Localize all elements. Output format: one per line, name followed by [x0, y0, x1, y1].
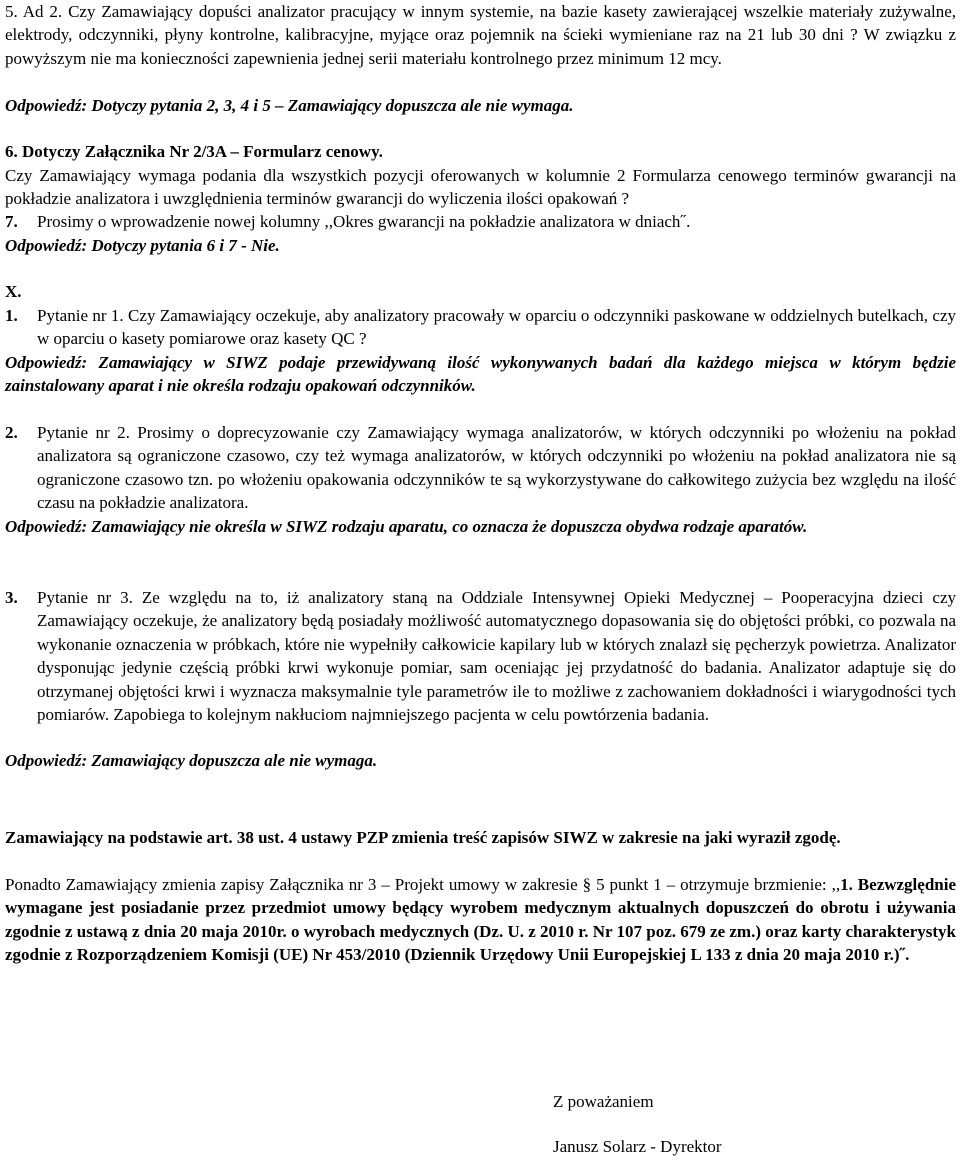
- section-6-heading: 6. Dotyczy Załącznika Nr 2/3A – Formularz cenowy.: [5, 142, 383, 161]
- item-2-number: 2.: [5, 423, 18, 442]
- amendment-change-intro: Ponadto Zamawiający zmienia zapisy Załącznika nr 3 – Projekt umowy w zakresie § 5 punkt 1 – otrzymuje brzmienie: ,,: [5, 875, 841, 894]
- amendment-change-text: 1. Bezwzględnie wymagane jest posiadanie przez przedmiot umowy będący wyrobem medycznym aktualnych dopuszczeń do obrotu i używania zgodnie z ustawą z dnia 20 maja 2010r. o wyrobach medycznych (Dz. U. z 2010 r. Nr 107 poz. 679 ze zm.) oraz karty charakterystyk zgodnie z Rozporządzeniem Komisji (UE) Nr 453/2010 (Dziennik Urzędowy Unii Europejskiej L 133 z dnia 20 maja 2010 r.)˝.: [5, 875, 957, 965]
- section-5-answer: Odpowiedź: Dotyczy pytania 2, 3, 4 i 5 – Zamawiający dopuszcza ale nie wymaga.: [5, 96, 574, 115]
- item-1-number: 1.: [5, 306, 18, 325]
- amendment-statement: Zamawiający na podstawie art. 38 ust. 4 ustawy PZP zmienia treść zapisów SIWZ w zakresie na jaki wyraził zgodę.: [5, 828, 841, 847]
- question-7-number: 7.: [5, 212, 18, 231]
- signatory-name: Janusz Solarz - Dyrektor: [553, 1137, 722, 1156]
- section-6-answer: Odpowiedź: Dotyczy pytania 6 i 7 - Nie.: [5, 236, 280, 255]
- section-5-question: Czy Zamawiający dopuści analizator pracujący w innym systemie, na bazie kasety zawierającej wszelkie materiały zużywalne, elektrody, odczynniki, płyny kontrolne, kalibracyjne, myjące oraz pojemnik na ścieki wymieniane raz na 21 lub 30 dni ? W związku z powyższym nie ma konieczności zapewnienia jednej serii materiału kontrolnego przez minimum 12 mcy.: [5, 2, 957, 68]
- item-3-question: Pytanie nr 3. Ze względu na to, iż analizatory staną na Oddziale Intensywnej Opieki Medycznej – Pooperacyjna dzieci czy Zamawiający oczekuje, że analizatory będą posiadały możliwość automatycznego dopasowania się do objętości próbki, co pozwala na wykonanie oznaczenia w próbkach, które nie wypełniły całkowicie kapilary lub w których znalazł się pęcherzyk powietrza. Analizator dysponując jedynie częścią próbki krwi wykonuje pomiar, sam oceniając jej przydatność do badania. Analizator adaptuje się do otrzymanej objętości krwi i wyznacza maksymalnie tyle parametrów ile to możliwe z zachowaniem dokładności i wiarygodności tych pomiarów. Zapobiega to kolejnym nakłuciom najmniejszego pacjenta w celu powtórzenia badania.: [37, 588, 956, 725]
- question-7-text: Prosimy o wprowadzenie nowej kolumny ,,Okres gwarancji na pokładzie analizatora w dniach˝.: [37, 212, 691, 231]
- section-6-question: Czy Zamawiający wymaga podania dla wszystkich pozycji oferowanych w kolumnie 2 Formularza cenowego terminów gwarancji na pokładzie analizatora i uwzględnienia terminów gwarancji do wyliczenia ilości opakowań ?: [5, 166, 956, 209]
- section-x-heading: X.: [5, 282, 22, 301]
- item-1-question: Pytanie nr 1. Czy Zamawiający oczekuje, aby analizatory pracowały w oparciu o odczynniki paskowane w oddzielnych butelkach, czy w oparciu o kasety pomiarowe oraz kasety QC ?: [37, 306, 956, 349]
- item-1-answer: Odpowiedź: Zamawiający w SIWZ podaje przewidywaną ilość wykonywanych badań dla każdego miejsca w którym będzie zainstalowany aparat i nie określa rodzaju opakowań odczynników.: [5, 353, 956, 396]
- item-3-number: 3.: [5, 588, 18, 607]
- closing-greeting: Z poważaniem: [553, 1092, 654, 1111]
- section-5: [5, 0, 956, 70]
- section-5-label: 5. Ad 2.: [5, 2, 63, 21]
- item-2-question: Pytanie nr 2. Prosimy o doprecyzowanie czy Zamawiający wymaga analizatorów, w których odczynniki po włożeniu na pokład analizatora są ograniczone czasowo, czy też wymaga analizatorów, w których odczynniki po włożeniu na pokład analizatora nie są ograniczone czasowo tzn. po włożeniu opakowania odczynników te są wykorzystywane do całkowitego zużycia bez względu na ilość czasu na pokładzie analizatora.: [37, 423, 956, 513]
- item-2-answer: Odpowiedź: Zamawiający nie określa w SIWZ rodzaju aparatu, co oznacza że dopuszcza obydwa rodzaje aparatów.: [5, 517, 808, 536]
- item-3-answer: Odpowiedź: Zamawiający dopuszcza ale nie wymaga.: [5, 751, 378, 770]
- amendment-change: [5, 873, 956, 967]
